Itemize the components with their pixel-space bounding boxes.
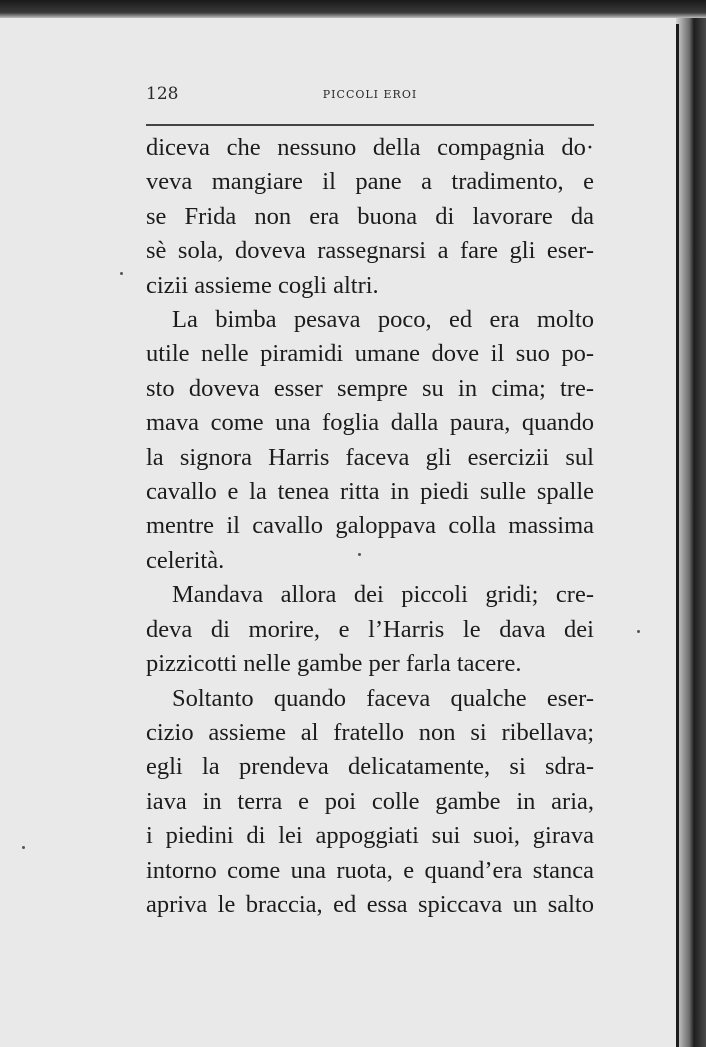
text-line: mentre il cavallo galoppava colla massima [146,512,594,540]
text-line: egli la prendeva delicatamente, si sdra- [146,753,594,781]
text-line: la signora Harris faceva gli esercizii sul [146,443,594,471]
text-line: i piedini di lei appoggiati sui suoi, girava [146,822,594,850]
scan-speck [358,553,361,556]
text-line: intorno come una ruota, e quand’era stanca [146,856,594,884]
text-line: cizii assieme cogli altri. [146,271,379,299]
text-line: pizzicotti nelle gambe per farla tacere. [146,650,522,678]
text-line: apriva le braccia, ed essa spiccava un salto [146,890,594,918]
text-line: celerità. [146,546,225,574]
scan-speck [637,630,640,633]
text-line: diceva che nessuno della compagnia do· [146,134,594,161]
text-line: sto doveva esser sempre su in cima; tre- [146,374,594,402]
text-line: iava in terra e poi colle gambe in aria, [146,787,594,815]
scan-top-edge [0,0,706,18]
page-number: 128 [146,84,179,104]
scan-speck [22,846,25,849]
header-rule [146,124,594,126]
text-line: Soltanto quando faceva qualche eser- [172,684,594,712]
text-line: mava come una foglia dalla paura, quando [146,409,594,437]
page-header [146,84,594,108]
running-title: PICCOLI EROI [322,88,418,101]
body-text [146,131,594,922]
text-line: deva di morire, e l’Harris le dava dei [146,615,594,643]
text-line: veva mangiare il pane a tradimento, e [146,168,594,196]
text-line: La bimba pesava poco, ed era molto [172,306,594,334]
book-spine-shadow [676,18,706,1047]
page-edge-line [676,24,679,1047]
text-line: cavallo e la tenea ritta in piedi sulle spalle [146,478,594,506]
text-line: utile nelle piramidi umane dove il suo po- [146,340,594,368]
text-line: cizio assieme al fratello non si ribellava; [146,718,594,746]
text-line: se Frida non era buona di lavorare da [146,202,594,230]
text-line: sè sola, doveva rassegnarsi a fare gli eser- [146,237,594,265]
scan-speck [120,272,123,275]
text-line: Mandava allora dei piccoli gridi; cre- [172,581,594,609]
